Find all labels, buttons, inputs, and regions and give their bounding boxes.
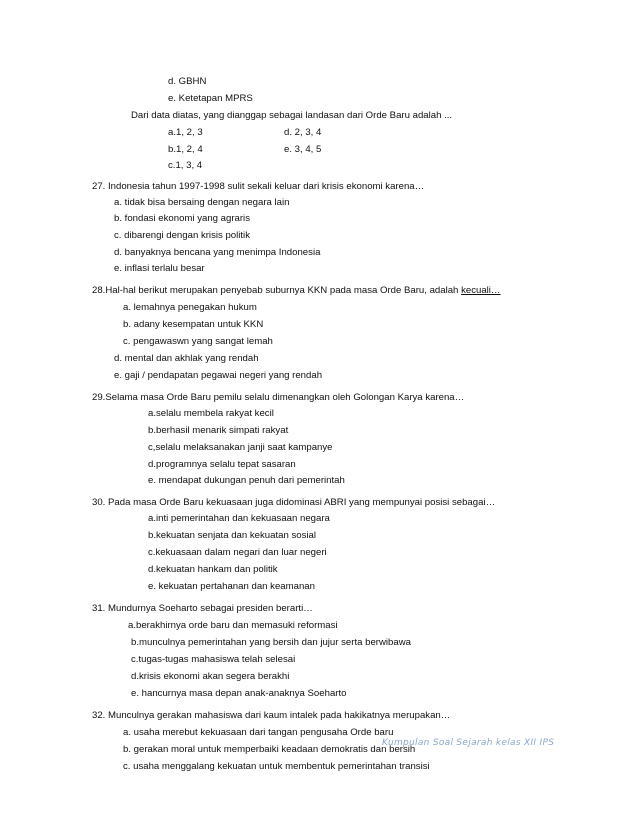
q27-option-a: a. tidak bisa bersaing dengan negara lain [114,197,290,208]
question-28 [92,285,501,297]
question-30: 30. Pada masa Orde Baru kekuasaan juga didominasi ABRI yang mempunyai posisi sebagai… [92,497,496,508]
question-27: 27. Indonesia tahun 1997-1998 sulit sekali keluar dari krisis ekonomi karena… [92,181,425,192]
q27-option-b: b. fondasi ekonomi yang agraris [114,213,250,224]
q31-option-c: c.tugas-tugas mahasiswa telah selesai [131,654,296,665]
answer-e: e. 3, 4, 5 [284,144,322,155]
q29-option-b: b.berhasil menarik simpati rakyat [148,425,289,436]
q28-option-c: c. pengawaswn yang sangat lemah [123,336,273,347]
q32-option-c: c. usaha menggalang kekuatan untuk membentuk pemerintahan transisi [123,761,430,772]
q30-option-a: a.inti pemerintahan dan kekuasaan negara [148,513,330,524]
q27-option-e: e. inflasi terlalu besar [114,263,205,274]
q27-option-c: c. dibarengi dengan krisis politik [114,230,250,241]
q29-option-d: d.programnya selalu tepat sasaran [148,459,296,470]
question-32: 32. Munculnya gerakan mahasiswa dari kaum intalek pada hakikatnya merupakan… [92,710,451,721]
answer-d: d. 2, 3, 4 [284,127,322,138]
answer-b: b.1, 2, 4 [168,144,203,155]
option-d-gbhn: d. GBHN [168,76,207,87]
q31-option-a: a.berakhirnya orde baru dan memasuki reformasi [128,620,338,631]
question-29: 29.Selama masa Orde Baru pemilu selalu dimenangkan oleh Golongan Karya karena… [92,392,465,403]
q30-option-d: d.kekuatan hankam dan politik [148,564,278,575]
question-28-text: 28.Hal-hal berikut merupakan penyebab suburnya KKN pada masa Orde Baru, adalah [92,285,462,296]
q31-option-d: d.krisis ekonomi akan segera berakhi [131,671,290,682]
q32-option-b: b. gerakan moral untuk memperbaiki keadaan demokratis dan bersih [123,744,416,755]
q31-option-e: e. hancurnya masa depan anak-anaknya Soeharto [131,688,347,699]
question-28-kecuali: kecuali… [461,285,501,296]
q32-option-a: a. usaha merebut kekuasaan dari tangan pengusaha Orde baru [123,727,394,738]
q27-option-d: d. banyaknya bencana yang menimpa Indonesia [114,247,321,258]
q29-option-e: e. mendapat dukungan penuh dari pemerintah [148,475,345,486]
question-landasan: Dari data diatas, yang dianggap sebagai landasan dari Orde Baru adalah ... [131,110,453,121]
page-footer: Kumpulan Soal Sejarah kelas XII IPS [382,738,555,748]
q29-option-a: a.selalu membela rakyat kecil [148,408,274,419]
answer-a: a.1, 2, 3 [168,127,203,138]
question-31: 31. Mundurnya Soeharto sebagai presiden berarti… [92,603,313,614]
answer-c: c.1, 3, 4 [168,160,203,171]
option-e-ketetapan: e. Ketetapan MPRS [168,93,253,104]
q31-option-b: b.munculnya pemerintahan yang bersih dan jujur serta berwibawa [131,637,411,648]
q28-option-e: e. gaji / pendapatan pegawai negeri yang rendah [114,370,323,381]
q30-option-b: b.kekuatan senjata dan kekuatan sosial [148,530,317,541]
q28-option-b: b. adany kesempatan untuk KKN [123,319,264,330]
q28-option-a: a. lemahnya penegakan hukum [123,302,257,313]
q28-option-d: d. mental dan akhlak yang rendah [114,353,259,364]
q30-option-e: e. kekuatan pertahanan dan keamanan [148,581,315,592]
q30-option-c: c.kekuasaan dalam negari dan luar negeri [148,547,327,558]
q29-option-c: c,selalu melaksanakan janji saat kampanye [148,442,333,453]
